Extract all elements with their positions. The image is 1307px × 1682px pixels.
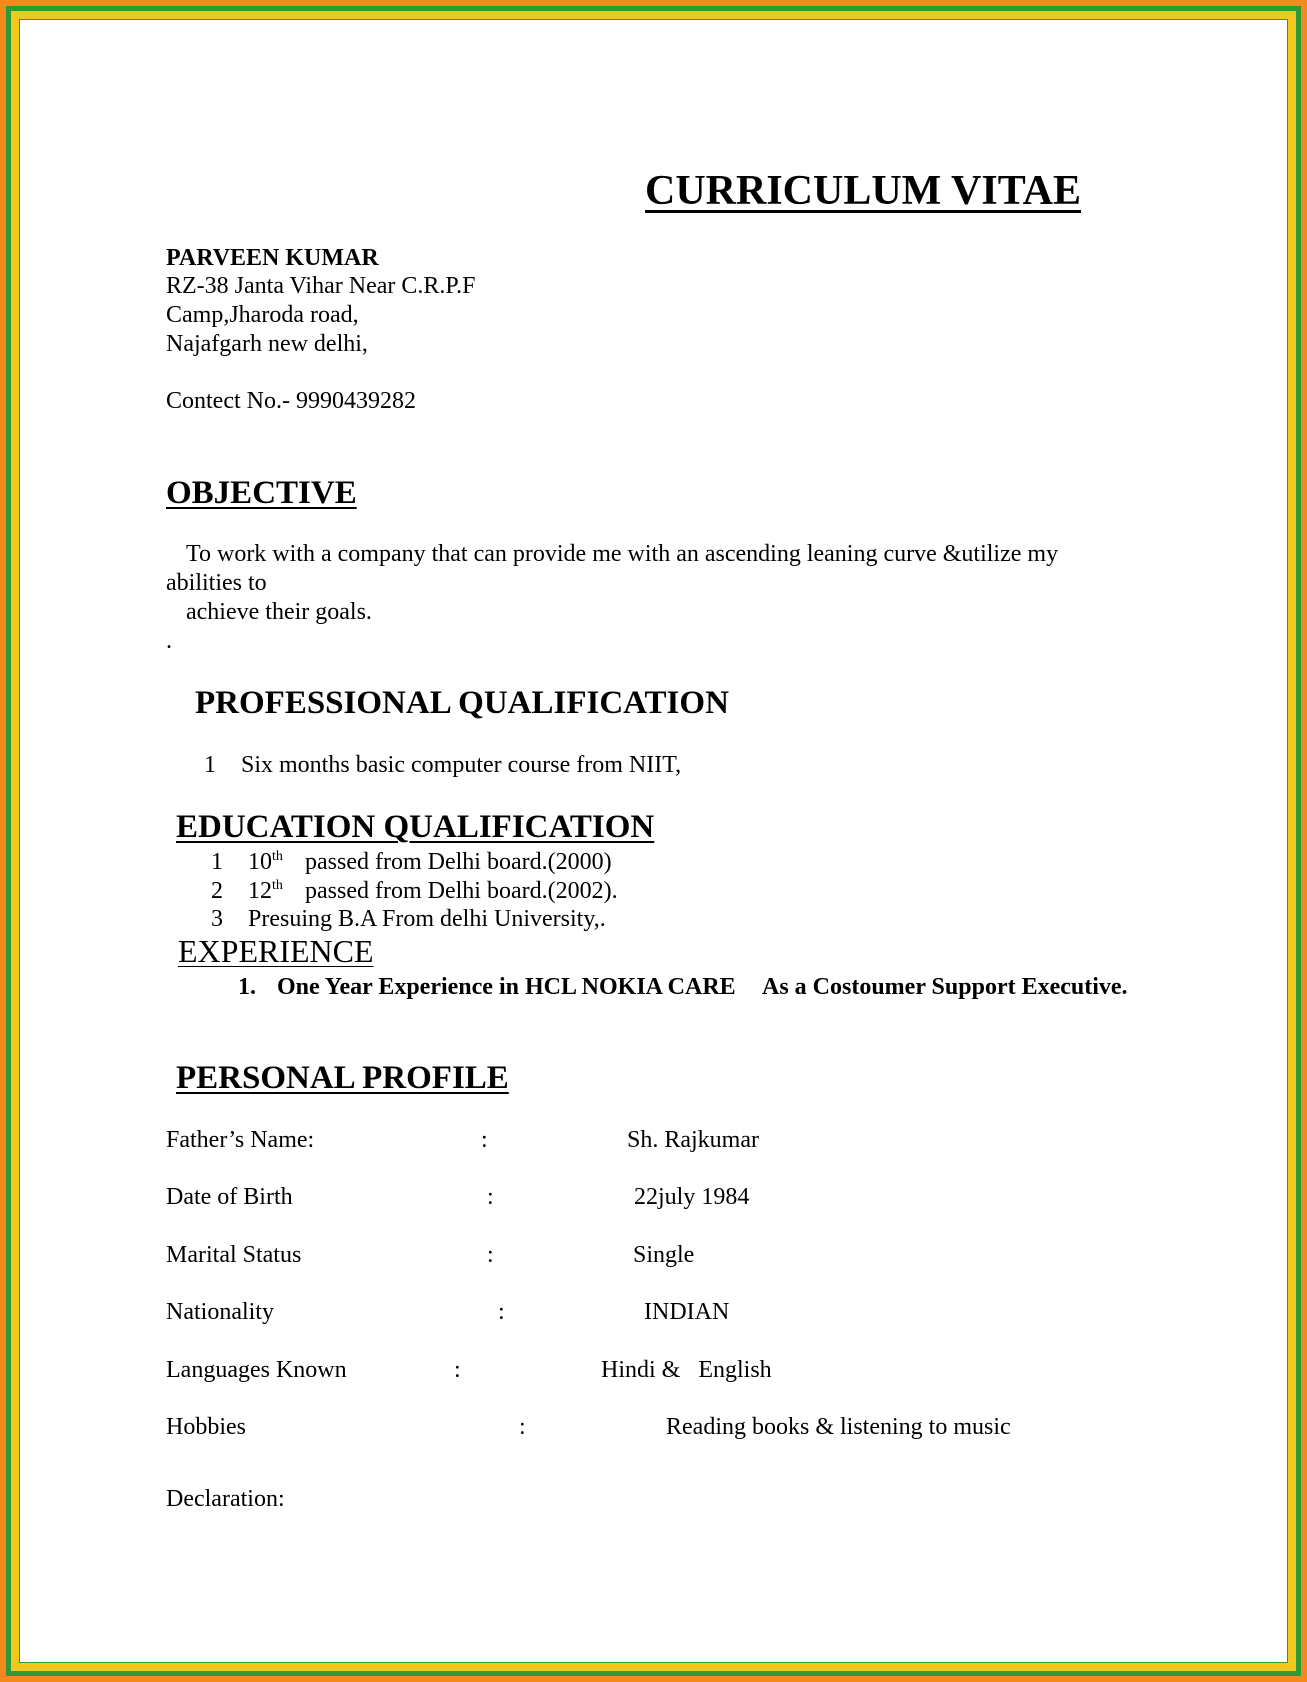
education-item-level: 12th [248,878,283,904]
objective-line-2: abilities to [166,570,267,596]
education-item-level: 10th [248,849,283,875]
profile-value-languages: Hindi & English [601,1357,772,1383]
address-line-1: RZ-38 Janta Vihar Near C.R.P.F [166,273,476,299]
experience-item-role: As a Costoumer Support Executive. [762,974,1128,1000]
profile-label-languages: Languages Known [166,1357,347,1383]
profile-label-fathers-name: Father’s Name: [166,1127,315,1153]
profile-value-marital-status: Single [633,1242,695,1268]
candidate-name: PARVEEN KUMAR [166,245,379,271]
personal-profile-heading: PERSONAL PROFILE [176,1060,509,1096]
experience-item-number: 1. [238,974,256,1000]
education-item-text: Presuing B.A From delhi University,. [248,906,606,932]
professional-heading: PROFESSIONAL QUALIFICATION [195,685,729,721]
profile-label-nationality: Nationality [166,1299,274,1325]
objective-dot: . [166,628,172,654]
profile-value-nationality: INDIAN [644,1299,730,1325]
contact-number: Contect No.- 9990439282 [166,388,416,414]
education-item-number: 2 [211,878,223,904]
profile-colon: : [481,1127,488,1153]
profile-colon: : [487,1184,494,1210]
profile-label-hobbies: Hobbies [166,1414,246,1440]
objective-line-1: To work with a company that can provide me with an ascending leaning curve &utilize my [186,541,1059,567]
profile-label-marital-status: Marital Status [166,1242,302,1268]
professional-item-text: Six months basic computer course from NIIT, [241,752,682,778]
education-heading: EDUCATION QUALIFICATION [176,809,655,845]
profile-colon: : [498,1299,505,1325]
objective-heading: OBJECTIVE [166,475,357,511]
education-item-number: 3 [211,906,223,932]
profile-value-fathers-name: Sh. Rajkumar [627,1127,759,1153]
professional-item-number: 1 [204,752,216,778]
experience-item-text: One Year Experience in HCL NOKIA CARE [277,974,736,1000]
declaration-label: Declaration: [166,1486,285,1512]
profile-value-date-of-birth: 22july 1984 [634,1184,750,1210]
profile-label-date-of-birth: Date of Birth [166,1184,293,1210]
education-item-text: passed from Delhi board.(2000) [305,849,612,875]
address-line-3: Najafgarh new delhi, [166,331,368,357]
objective-line-3: achieve their goals. [186,599,372,625]
education-item-number: 1 [211,849,223,875]
address-line-2: Camp,Jharoda road, [166,302,359,328]
experience-heading: EXPERIENCE [178,933,374,969]
document-title: CURRICULUM VITAE [645,168,1081,214]
profile-colon: : [454,1357,461,1383]
profile-value-hobbies: Reading books & listening to music [666,1414,1011,1440]
profile-colon: : [487,1242,494,1268]
profile-colon: : [519,1414,526,1440]
education-item-text: passed from Delhi board.(2002). [305,878,618,904]
